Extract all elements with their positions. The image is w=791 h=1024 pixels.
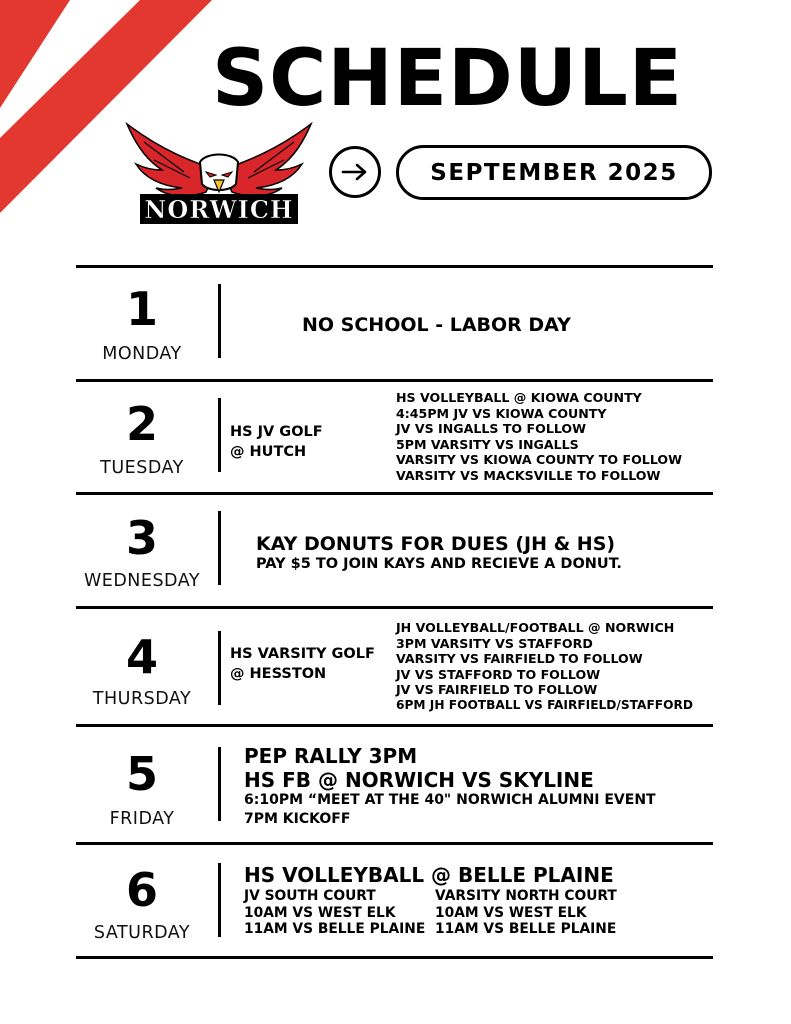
event-line: 5PM VARSITY VS INGALLS xyxy=(396,436,579,452)
event-line: JV VS STAFFORD TO FOLLOW xyxy=(396,666,601,682)
day-number: 4 xyxy=(125,630,158,684)
day-separator xyxy=(218,631,221,705)
golf-event xyxy=(230,644,375,684)
day-separator xyxy=(218,284,221,358)
day-number: 2 xyxy=(125,397,158,451)
event-line: VARSITY VS KIOWA COUNTY TO FOLLOW xyxy=(396,452,682,467)
golf-line: @ HUTCH xyxy=(230,444,307,460)
event-line: VARSITY VS FAIRFIELD TO FOLLOW xyxy=(396,651,643,666)
event-headline: HS VOLLEYBALL @ BELLE PLAINE xyxy=(244,863,614,887)
day-number: 1 xyxy=(125,282,158,336)
arrow-right-icon xyxy=(341,162,369,182)
day-number: 5 xyxy=(125,747,158,801)
event-line: HS VOLLEYBALL @ KIOWA COUNTY xyxy=(396,390,642,405)
day-row-2 xyxy=(76,382,713,492)
court-line: JV SOUTH COURT xyxy=(244,888,376,904)
arrow-button[interactable] xyxy=(329,146,381,198)
golf-line: HS JV GOLF xyxy=(230,424,323,440)
event-headline: NO SCHOOL - LABOR DAY xyxy=(302,314,571,336)
day-number: 3 xyxy=(125,511,158,565)
event-line: JV VS FAIRFIELD TO FOLLOW xyxy=(396,682,598,697)
event-line: JV VS INGALLS TO FOLLOW xyxy=(396,421,587,436)
day-separator xyxy=(218,398,221,472)
event-headline: KAY DONUTS FOR DUES (JH & HS) xyxy=(256,533,616,555)
day-name: THURSDAY xyxy=(92,689,192,709)
court-line: 11AM VS BELLE PLAINE xyxy=(435,921,617,937)
eagle-head xyxy=(200,155,238,193)
day-row-6 xyxy=(76,845,713,956)
day-row-1 xyxy=(76,268,713,379)
day-name: TUESDAY xyxy=(100,458,184,478)
day-name: FRIDAY xyxy=(109,809,175,829)
varsity-court-column xyxy=(435,888,617,938)
event-list xyxy=(396,620,693,713)
event-line: 6PM JH FOOTBALL VS FAIRFIELD/STAFFORD xyxy=(396,697,693,712)
logo-wordmark xyxy=(140,194,298,224)
norwich-eagle-logo xyxy=(124,122,314,226)
event-line: VARSITY VS MACKSVILLE TO FOLLOW xyxy=(396,467,661,483)
day-number: 6 xyxy=(125,863,158,917)
day-name: MONDAY xyxy=(102,344,182,364)
golf-event xyxy=(230,422,323,462)
event-detail: PAY $5 TO JOIN KAYS AND RECIEVE A DONUT. xyxy=(256,556,622,572)
jv-court-column xyxy=(244,888,425,938)
page-title: SCHEDULE xyxy=(212,34,684,124)
day-separator xyxy=(218,863,221,937)
event-line: 3PM VARSITY VS STAFFORD xyxy=(396,635,593,651)
day-row-4 xyxy=(76,609,713,724)
court-line: 10AM VS WEST ELK xyxy=(244,904,396,921)
day-separator xyxy=(218,747,221,821)
event-headline: PEP RALLY 3PM xyxy=(244,744,418,768)
day-name: SATURDAY xyxy=(93,923,191,943)
event-detail: 7PM KICKOFF xyxy=(244,811,351,827)
event-headline: HS FB @ NORWICH VS SKYLINE xyxy=(244,768,594,792)
event-line: JH VOLLEYBALL/FOOTBALL @ NORWICH xyxy=(396,620,675,635)
divider xyxy=(76,956,713,959)
event-line: 4:45PM JV VS KIOWA COUNTY xyxy=(396,405,607,421)
court-line: VARSITY NORTH COURT xyxy=(435,888,617,904)
day-row-5 xyxy=(76,727,713,842)
event-detail: 6:10PM “MEET AT THE 40" NORWICH ALUMNI EVENT xyxy=(244,792,656,808)
event-list xyxy=(396,390,682,483)
court-line: 11AM VS BELLE PLAINE xyxy=(244,921,426,937)
day-row-3 xyxy=(76,495,713,606)
day-name: WEDNESDAY xyxy=(83,571,201,591)
day-separator xyxy=(218,511,221,585)
month-badge: SEPTEMBER 2025 xyxy=(396,145,712,200)
logo-text: NORWICH xyxy=(144,195,294,224)
golf-line: HS VARSITY GOLF xyxy=(230,646,375,662)
golf-line: @ HESSTON xyxy=(230,666,327,682)
court-line: 10AM VS WEST ELK xyxy=(435,904,587,921)
